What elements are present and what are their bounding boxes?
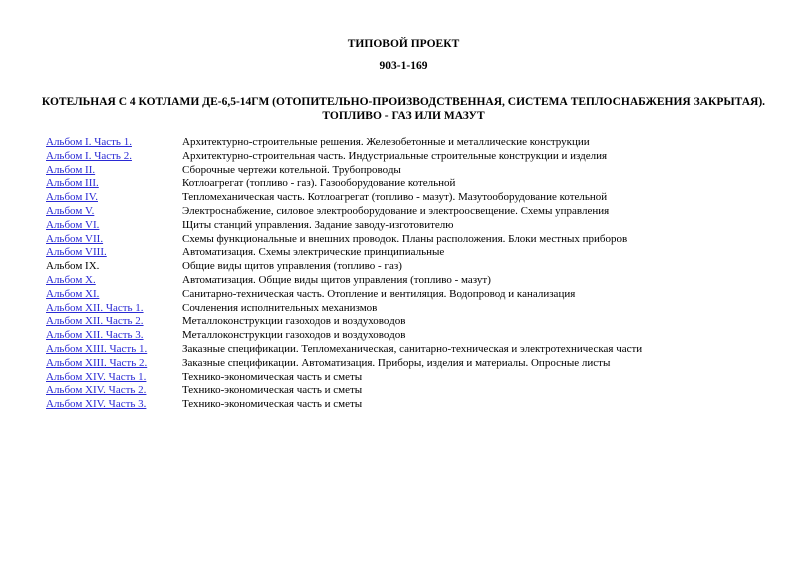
album-row	[46, 219, 642, 233]
album-link[interactable]: Альбом II.	[46, 163, 96, 176]
project-number: 903-1-169	[379, 60, 428, 72]
album-description: Общие виды щитов управления (топливо - газ)	[182, 260, 402, 273]
album-description: Технико-экономическая часть и сметы	[182, 398, 363, 411]
album-row	[46, 136, 642, 150]
album-link[interactable]: Альбом XIII. Часть 1.	[46, 342, 148, 355]
album-description: Электроснабжение, силовое электрооборудование и электроосвещение. Схемы управления	[182, 204, 610, 217]
album-description: Тепломеханическая часть. Котлоагрегат (топливо - мазут). Мазутооборудование котельной	[182, 191, 608, 204]
album-description: Сборочные чертежи котельной. Трубопроводы	[182, 163, 401, 176]
album-row	[46, 191, 642, 205]
album-row	[46, 164, 642, 178]
album-row	[46, 357, 642, 371]
album-row	[46, 246, 642, 260]
album-description: Котлоагрегат (топливо - газ). Газооборудование котельной	[182, 177, 456, 190]
album-link[interactable]: Альбом VII.	[46, 232, 104, 245]
album-description: Сочленения исполнительных механизмов	[182, 301, 378, 314]
album-link[interactable]: Альбом XIV. Часть 2.	[46, 384, 147, 397]
album-link[interactable]: Альбом XII. Часть 1.	[46, 301, 144, 314]
album-link[interactable]: Альбом XIII. Часть 2.	[46, 356, 148, 369]
document-title: ТИПОВОЙ ПРОЕКТ	[347, 38, 460, 50]
album-row	[46, 371, 642, 385]
album-row	[46, 302, 642, 316]
album-row	[46, 288, 642, 302]
album-link[interactable]: Альбом VI.	[46, 218, 100, 231]
album-link[interactable]: Альбом XII. Часть 2.	[46, 315, 144, 328]
album-row	[46, 233, 642, 247]
album-description: Металлоконструкции газоходов и воздуховодов	[182, 315, 406, 328]
album-row	[46, 177, 642, 191]
album-row	[46, 260, 642, 274]
album-row	[46, 150, 642, 164]
album-row	[46, 343, 642, 357]
album-link[interactable]: Альбом XIV. Часть 1.	[46, 370, 147, 383]
album-row	[46, 274, 642, 288]
album-link[interactable]: Альбом XIV. Часть 3.	[46, 398, 147, 411]
album-link[interactable]: Альбом III.	[46, 177, 99, 190]
fuel-type: ТОПЛИВО - ГАЗ ИЛИ МАЗУТ	[322, 110, 485, 122]
album-row	[46, 398, 642, 412]
project-description: КОТЕЛЬНАЯ С 4 КОТЛАМИ ДЕ-6,5-14ГМ (ОТОПИТЕЛЬНО-ПРОИЗВОДСТВЕННАЯ, СИСТЕМА ТЕПЛОСНАБЖЕНИЯ ЗАКРЫТАЯ).	[41, 96, 766, 108]
album-list	[46, 136, 642, 412]
album-link[interactable]: Альбом XI.	[46, 287, 100, 300]
album-link[interactable]: Альбом IV.	[46, 191, 98, 204]
album-description: Металлоконструкции газоходов и воздуховодов	[182, 329, 406, 342]
album-row	[46, 205, 642, 219]
album-link[interactable]: Альбом V.	[46, 204, 95, 217]
album-row	[46, 329, 642, 343]
album-link[interactable]: Альбом I. Часть 2.	[46, 149, 132, 162]
album-description: Технико-экономическая часть и сметы	[182, 370, 363, 383]
album-row	[46, 315, 642, 329]
album-description: Автоматизация. Схемы электрические принципиальные	[182, 246, 445, 259]
album-link[interactable]: Альбом X.	[46, 273, 96, 286]
album-description: Автоматизация. Общие виды щитов управления (топливо - мазут)	[182, 273, 491, 286]
album-description: Заказные спецификации. Тепломеханическая, санитарно-техническая и электротехническая части	[182, 342, 643, 355]
album-description: Заказные спецификации. Автоматизация. Приборы, изделия и материалы. Опросные листы	[182, 356, 611, 369]
album-description: Технико-экономическая часть и сметы	[182, 384, 363, 397]
album-link[interactable]: Альбом I. Часть 1.	[46, 136, 132, 148]
album-description: Щиты станций управления. Задание заводу-изготовителю	[182, 218, 454, 231]
album-description: Санитарно-техническая часть. Отопление и вентиляция. Водопровод и канализация	[182, 287, 576, 300]
album-row	[46, 384, 642, 398]
album-description: Архитектурно-строительные решения. Железобетонные и металлические конструкции	[182, 136, 590, 148]
album-description: Схемы функциональные и внешних проводок. Планы расположения. Блоки местных приборов	[182, 232, 628, 245]
album-description: Архитектурно-строительная часть. Индустриальные строительные конструкции и изделия	[182, 149, 608, 162]
album-link[interactable]: Альбом XII. Часть 3.	[46, 329, 144, 342]
album-link[interactable]: Альбом VIII.	[46, 246, 107, 259]
album-label: Альбом IX.	[46, 260, 100, 273]
